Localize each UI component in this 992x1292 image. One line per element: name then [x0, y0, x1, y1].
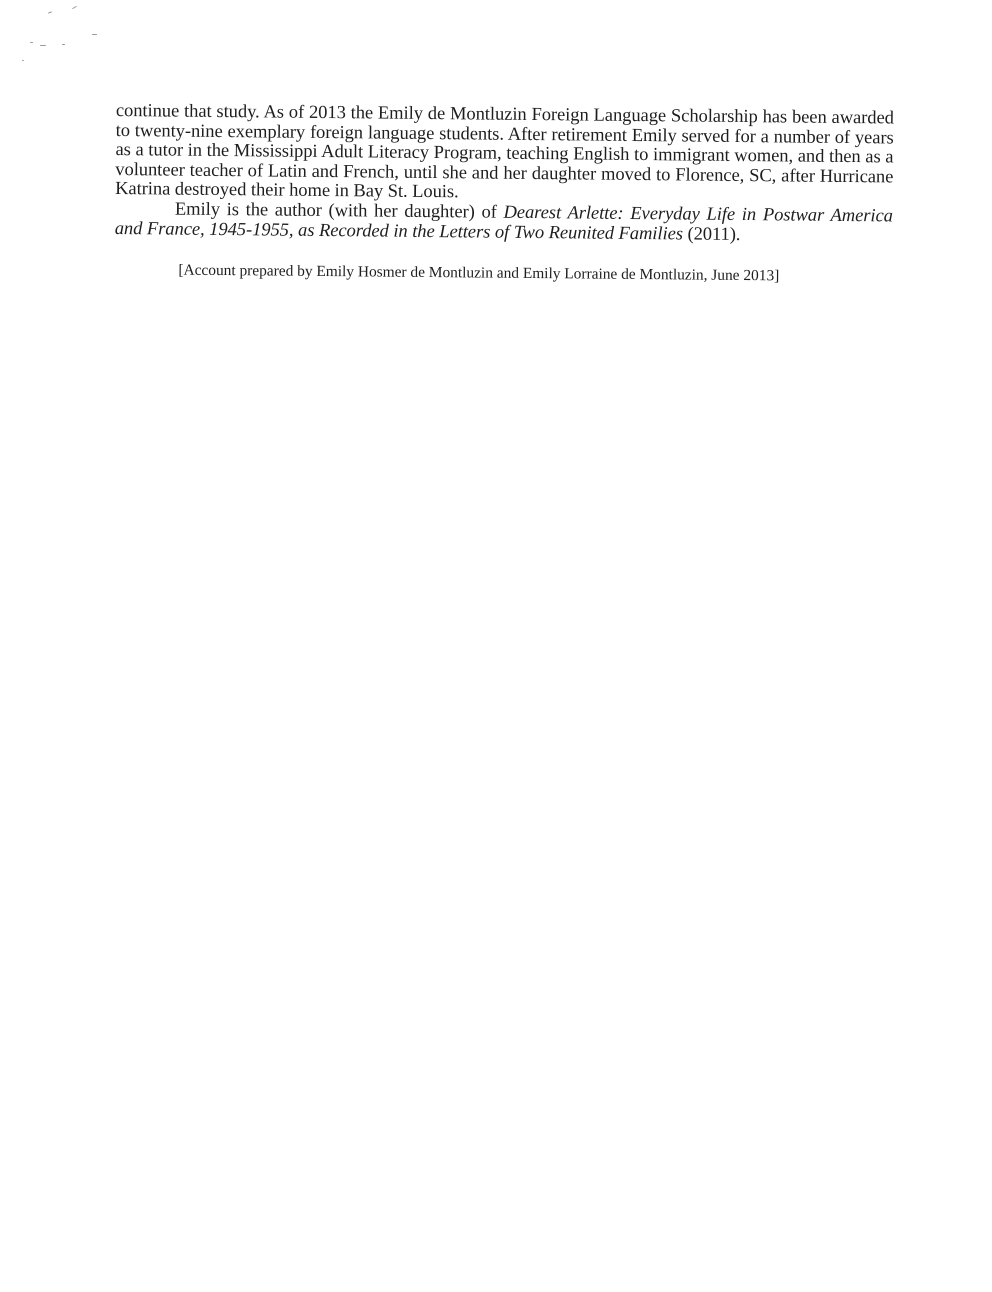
authorship-lead: Emily is the author (with her daughter) of: [174, 199, 504, 223]
paragraph-authorship: [115, 200, 893, 247]
scan-speck: [22, 60, 24, 61]
scan-speck: [72, 6, 77, 9]
document-body: [114, 102, 894, 287]
authorship-tail: (2011).: [682, 224, 741, 245]
scan-speck: [62, 44, 65, 45]
scan-speck: [30, 42, 33, 43]
scan-speck: [92, 34, 97, 35]
scan-speck: [40, 45, 46, 46]
book-title: Dearest Arlette: Everyday Life in Postwar America and France, 1945-1955, as Recorded in the Letters of Two Reunited Families: [114, 202, 894, 245]
paragraph-continuation: continue that study. As of 2013 the Emily de Montluzin Foreign Language Scholarship has been awarded to twenty-nine exemplary foreign language students. After retirement Emily served for a number of years as a tutor in the Mississippi Adult Literacy Program, teaching English to immigrant women, and then as a volunteer teacher of Latin and French, until she and her daughter moved to Florence, SC, after Hurricane Katrina destroyed their home in Bay St. Louis.: [115, 101, 894, 203]
scan-speck: [48, 11, 52, 13]
credit-line: [Account prepared by Emily Hosmer de Montluzin and Emily Lorraine de Montluzin, June 2013]: [178, 261, 780, 285]
